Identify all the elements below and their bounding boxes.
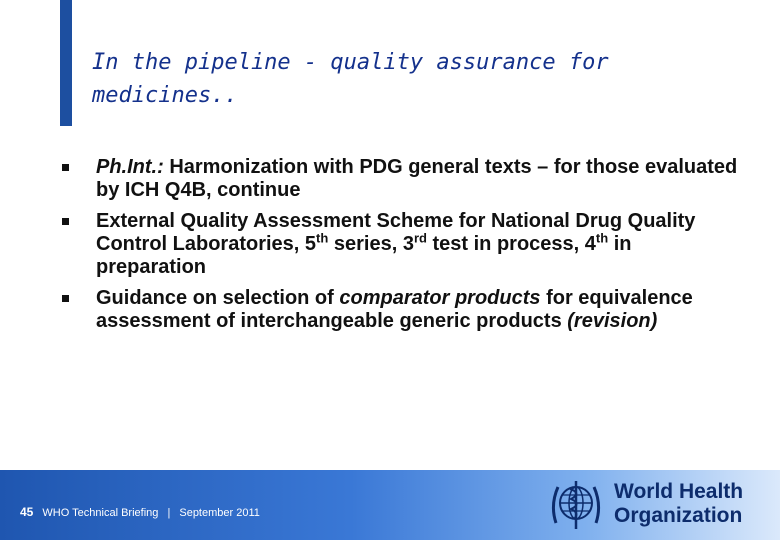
- footer-caption: [20, 505, 260, 519]
- superscript: rd: [413, 230, 427, 246]
- slide-title: In the pipeline - quality assurance for medicines..: [92, 50, 609, 108]
- text-run: for equivalence assessment of interchangeable generic products: [96, 287, 693, 332]
- bullet-item: [62, 210, 742, 279]
- who-emblem-icon: [546, 475, 606, 535]
- bullet-list: [62, 156, 742, 341]
- superscript: th: [316, 230, 329, 246]
- footer-separator: |: [167, 507, 171, 519]
- title-accent-bar: [60, 0, 72, 126]
- text-run: Ph.Int.:: [96, 156, 164, 178]
- bullet-square-icon: [62, 164, 69, 171]
- event-name: WHO Technical Briefing: [42, 507, 159, 519]
- bullet-square-icon: [62, 295, 69, 302]
- text-run: in preparation: [96, 233, 632, 278]
- text-run: Harmonization with PDG general texts – for those evaluated by ICH Q4B, continue: [96, 156, 738, 201]
- event-date: September 2011: [179, 507, 260, 519]
- bullet-item: [62, 156, 742, 202]
- text-run: (revision): [567, 310, 658, 332]
- page-number: 45: [20, 505, 34, 519]
- superscript: th: [595, 230, 609, 246]
- text-run: Guidance on selection of: [96, 287, 340, 309]
- who-logo: [546, 475, 768, 535]
- bullet-text: [96, 210, 695, 278]
- text-run: comparator products: [339, 287, 541, 309]
- bullet-square-icon: [62, 218, 69, 225]
- who-wordmark: World Health Organization: [614, 480, 744, 527]
- text-run: test in process, 4: [426, 233, 596, 255]
- text-run: External Quality Assessment Scheme for National Drug Quality Control Laboratories, 5: [96, 210, 696, 255]
- bullet-text: [96, 287, 693, 332]
- text-run: series, 3: [328, 233, 414, 255]
- bullet-item: [62, 287, 742, 333]
- bullet-text: [96, 156, 737, 201]
